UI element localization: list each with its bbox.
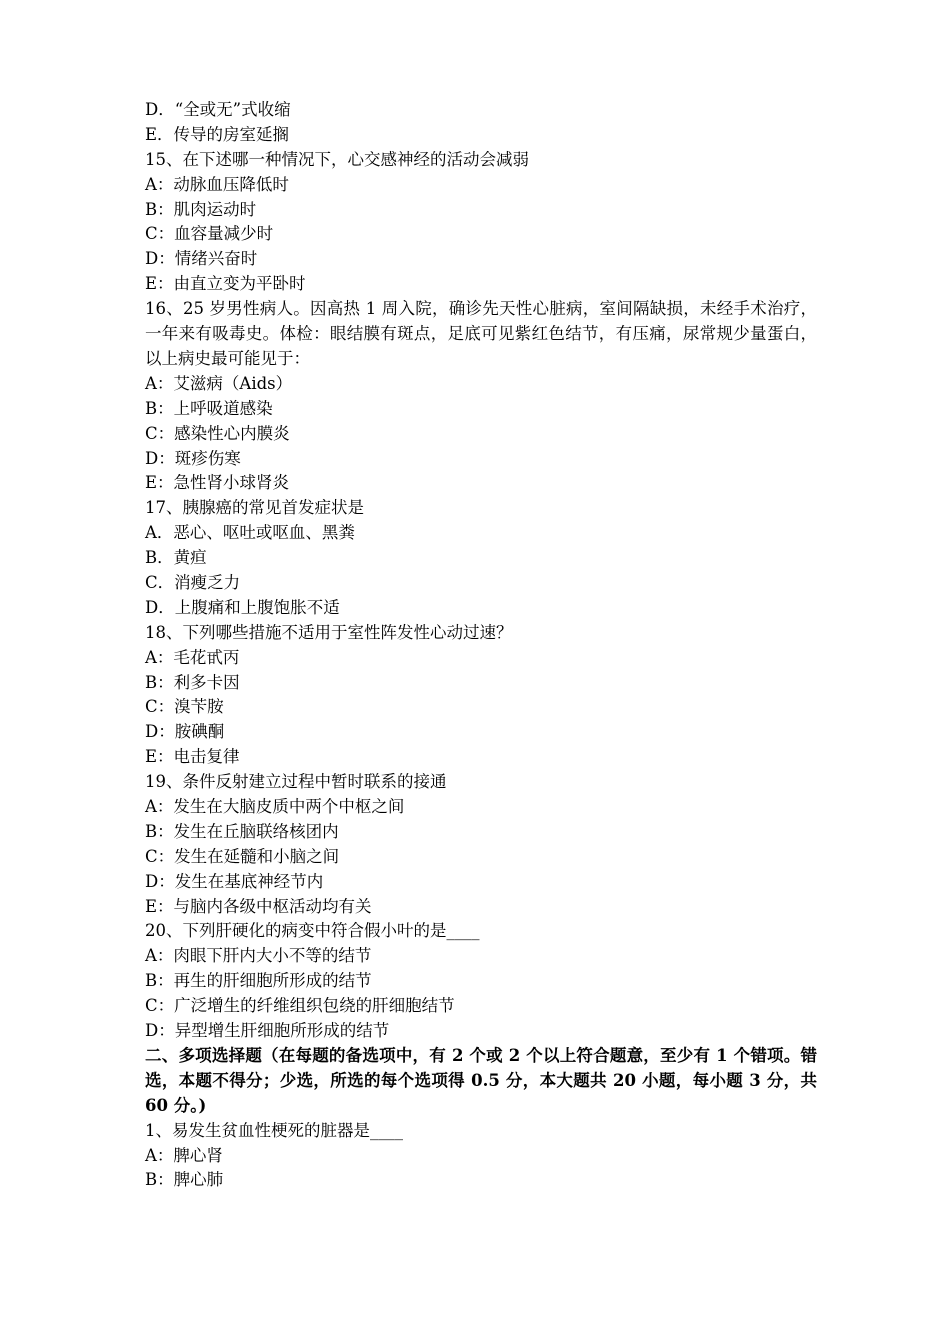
option-line: C：血容量减少时 — [145, 224, 274, 244]
question-line: 15、在下述哪一种情况下，心交感神经的活动会减弱 — [145, 149, 529, 169]
option-line: A：艾滋病（Aids） — [145, 373, 293, 393]
option-line: B．黄疸 — [145, 548, 207, 568]
option-line: E：由直立变为平卧时 — [145, 274, 306, 294]
option-line: D：胺碘酮 — [145, 722, 225, 742]
option-line: D：斑疹伤寒 — [145, 448, 241, 468]
option-line: C．消瘦乏力 — [145, 572, 241, 592]
option-line: D：异型增生肝细胞所形成的结节 — [145, 1021, 390, 1040]
option-line: D．“全或无”式收缩 — [145, 100, 291, 119]
option-line: A：发生在大脑皮质中两个中枢之间 — [145, 796, 405, 816]
option-line: A．恶心、呕吐或呕血、黑粪 — [145, 523, 355, 543]
option-line: E：急性肾小球肾炎 — [145, 473, 290, 493]
option-line: B：再生的肝细胞所形成的结节 — [145, 971, 372, 991]
option-line: A：毛花甙丙 — [145, 647, 240, 667]
option-line: A：肉眼下肝内大小不等的结节 — [145, 946, 372, 966]
option-line: E：电击复律 — [145, 747, 240, 767]
option-line: E：与脑内各级中枢活动均有关 — [145, 896, 372, 916]
section-heading: 二、多项选择题（在每题的备选项中，有 2 个或 2 个以上符合题意，至少有 1 个错项。错选，本题不得分；少选，所选的每个选项得 0.5 分，本大题共 20 小题，每小题 3 分，共 60 分。) — [145, 1045, 817, 1115]
option-line: C：发生在延髓和小脑之间 — [145, 846, 340, 866]
option-line: B：脾心肺 — [145, 1170, 224, 1190]
document-page — [145, 98, 817, 1193]
option-line: B：利多卡因 — [145, 672, 240, 692]
option-line: D：情绪兴奋时 — [145, 249, 258, 269]
question-line: 18、下列哪些措施不适用于室性阵发性心动过速？ — [145, 622, 513, 642]
question-paragraph: 16、25 岁男性病人。因高热 1 周入院，确诊先天性心脏病，室间隔缺损，未经手术治疗，一年来有吸毒史。体检：眼结膜有斑点，足底可见紫红色结节，有压痛，尿常规少量蛋白，以上病史最可能见于： — [145, 299, 817, 368]
option-line: B：发生在丘脑联络核团内 — [145, 821, 339, 841]
option-line: C：溴苄胺 — [145, 697, 224, 717]
option-line: C：广泛增生的纤维组织包绕的肝细胞结节 — [145, 996, 455, 1016]
option-line: B：肌肉运动时 — [145, 199, 257, 219]
option-line: B：上呼吸道感染 — [145, 398, 273, 418]
question-line: 20、下列肝硬化的病变中符合假小叶的是____ — [145, 921, 480, 941]
question-line: 17、胰腺癌的常见首发症状是 — [145, 498, 364, 518]
question-line: 19、条件反射建立过程中暂时联系的接通 — [145, 772, 447, 792]
option-line: C：感染性心内膜炎 — [145, 423, 290, 443]
option-line: D：发生在基底神经节内 — [145, 871, 324, 891]
option-line: A：脾心肾 — [145, 1145, 223, 1165]
option-line: E．传导的房室延搁 — [145, 124, 290, 144]
question-line: 1、易发生贫血性梗死的脏器是____ — [145, 1120, 403, 1140]
option-line: D．上腹痛和上腹饱胀不适 — [145, 597, 340, 617]
option-line: A：动脉血压降低时 — [145, 174, 289, 194]
